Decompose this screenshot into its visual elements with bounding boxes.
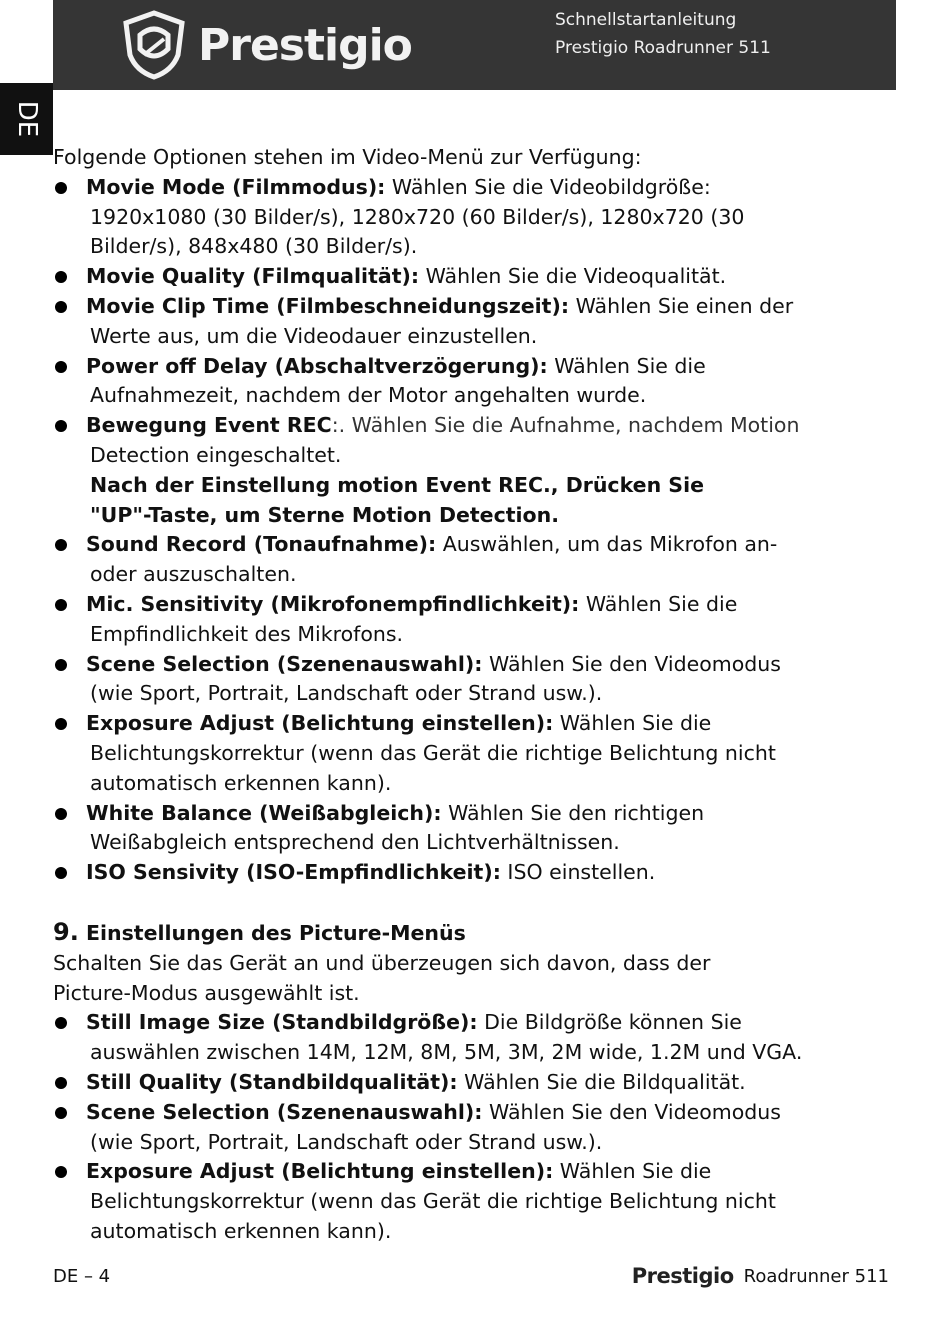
section-intro: Schalten Sie das Gerät an und überzeugen sich davon, dass der [53, 950, 711, 975]
motion-note: Nach der Einstellung motion Event REC., Drücken Sie [90, 472, 704, 497]
item-continuation: Detection eingeschaltet. [90, 442, 342, 467]
item-continuation: (wie Sport, Portrait, Landschaft oder Strand usw.). [90, 1129, 603, 1154]
list-item [53, 262, 883, 292]
item-desc: Wählen Sie den Videomodus [482, 651, 781, 676]
doc-type: Schnellstartanleitung [555, 10, 737, 30]
bullet-icon [55, 867, 67, 879]
item-continuation: Aufnahmezeit, nachdem der Motor angehalten wurde. [90, 383, 647, 408]
list-item [53, 352, 883, 382]
intro-text: Folgende Optionen stehen im Video-Menü zur Verfügung: [53, 145, 642, 169]
list-item [53, 1098, 883, 1128]
list-item [53, 411, 883, 441]
item-term: Still Quality (Standbildqualität): [86, 1069, 458, 1094]
brand-name: Prestigio [198, 19, 412, 71]
motion-note: "UP"-Taste, um Sterne Motion Detection. [90, 502, 560, 527]
item-desc: Wählen Sie den richtigen [441, 800, 705, 825]
item-desc: Wählen Sie die Bildqualität. [457, 1069, 746, 1094]
bullet-icon [55, 659, 67, 671]
item-continuation: automatisch erkennen kann). [90, 1218, 392, 1243]
page-header [53, 0, 896, 90]
prestigio-shield-icon [118, 9, 190, 81]
item-desc: ISO einstellen. [500, 860, 656, 885]
item-continuation: auswählen zwischen 14M, 12M, 8M, 5M, 3M, 2M wide, 1.2M und VGA. [90, 1040, 803, 1065]
bullet-icon [55, 301, 67, 313]
bullet-icon [55, 361, 67, 373]
item-continuation: Weißabgleich entsprechend den Lichtverhältnissen. [90, 830, 620, 855]
item-term: Exposure Adjust (Belichtung einstellen): [86, 1159, 554, 1184]
picture-menu-list [53, 1008, 883, 1246]
section-title: Einstellungen des Picture-Menüs [78, 920, 466, 945]
item-desc: Wählen Sie die Videobildgröße: [385, 174, 711, 199]
item-continuation: Bilder/s), 848x480 (30 Bilder/s). [90, 234, 418, 259]
item-desc: Wählen Sie die [547, 353, 706, 378]
bullet-icon [55, 1166, 67, 1178]
item-desc: Wählen Sie die [553, 1159, 712, 1184]
video-menu-list [53, 173, 883, 411]
list-item [53, 799, 883, 829]
list-item [53, 173, 883, 203]
language-label: DE [11, 100, 42, 138]
bullet-icon [55, 182, 67, 194]
item-term: Scene Selection (Szenenauswahl): [86, 651, 483, 676]
item-continuation: oder auszuschalten. [90, 562, 297, 587]
item-continuation: (wie Sport, Portrait, Landschaft oder Strand usw.). [90, 681, 603, 706]
footer-model: Roadrunner 511 [743, 1265, 889, 1287]
item-desc: Wählen Sie einen der [569, 293, 794, 318]
list-item [53, 530, 883, 560]
list-item [53, 590, 883, 620]
section-heading [53, 918, 883, 949]
bullet-icon [55, 420, 67, 432]
item-term: Sound Record (Tonaufnahme): [86, 532, 437, 557]
item-term: Exposure Adjust (Belichtung einstellen): [86, 711, 554, 736]
item-term: Movie Quality (Filmqualität): [86, 264, 420, 289]
list-item [53, 858, 883, 888]
item-desc: Auswählen, um das Mikrofon an- [436, 532, 778, 557]
section-intro: Picture-Modus ausgewählt ist. [53, 980, 360, 1005]
product-name: Prestigio Roadrunner 511 [555, 38, 771, 58]
page-footer [53, 1264, 889, 1292]
bullet-icon [55, 718, 67, 730]
item-term: White Balance (Weißabgleich): [86, 800, 442, 825]
item-term: Mic. Sensitivity (Mikrofonempfindlichkeit): [86, 591, 580, 616]
section-number: 9. [53, 917, 79, 946]
item-term: Power off Delay (Abschaltverzögerung): [86, 353, 548, 378]
page-content [53, 143, 883, 1247]
item-continuation: Empfindlichkeit des Mikrofons. [90, 621, 404, 646]
item-desc: Die Bildgröße können Sie [477, 1010, 742, 1035]
item-term: Scene Selection (Szenenauswahl): [86, 1099, 483, 1124]
footer-brand [632, 1264, 889, 1288]
item-term: Movie Clip Time (Filmbeschneidungszeit): [86, 293, 570, 318]
item-desc: :. Wählen Sie die Aufnahme, nachdem Motion [331, 413, 800, 438]
bullet-icon [55, 1107, 67, 1119]
footer-logo: Prestigio [631, 1264, 734, 1288]
page-number: DE – 4 [53, 1266, 111, 1287]
list-item [53, 1008, 883, 1038]
list-item [53, 1157, 883, 1187]
item-term: Still Image Size (Standbildgröße): [86, 1010, 478, 1035]
list-item [53, 650, 883, 680]
bullet-icon [55, 1077, 67, 1089]
list-item [53, 1068, 883, 1098]
item-term: Movie Mode (Filmmodus): [86, 174, 386, 199]
item-desc: Wählen Sie den Videomodus [482, 1099, 781, 1124]
item-continuation: Belichtungskorrektur (wenn das Gerät die richtige Belichtung nicht [90, 1189, 776, 1214]
prestigio-logo [118, 8, 412, 82]
item-desc: Wählen Sie die [579, 591, 738, 616]
bullet-icon [55, 599, 67, 611]
bullet-icon [55, 271, 67, 283]
item-desc: Wählen Sie die [553, 711, 712, 736]
language-tab [0, 83, 53, 155]
list-item [53, 709, 883, 739]
item-term: ISO Sensivity (ISO-Empfindlichkeit): [86, 860, 501, 885]
video-menu-list-continued [53, 530, 883, 888]
item-term: Bewegung Event REC [86, 413, 332, 438]
bullet-icon [55, 1017, 67, 1029]
list-item [53, 292, 883, 322]
item-continuation: Werte aus, um die Videodauer einzustellen. [90, 323, 538, 348]
item-desc: Wählen Sie die Videoqualität. [419, 264, 727, 289]
item-continuation: 1920x1080 (30 Bilder/s), 1280x720 (60 Bilder/s), 1280x720 (30 [90, 204, 745, 229]
bullet-icon [55, 808, 67, 820]
bullet-icon [55, 539, 67, 551]
header-info [555, 6, 771, 62]
item-continuation: automatisch erkennen kann). [90, 770, 392, 795]
item-continuation: Belichtungskorrektur (wenn das Gerät die richtige Belichtung nicht [90, 740, 776, 765]
